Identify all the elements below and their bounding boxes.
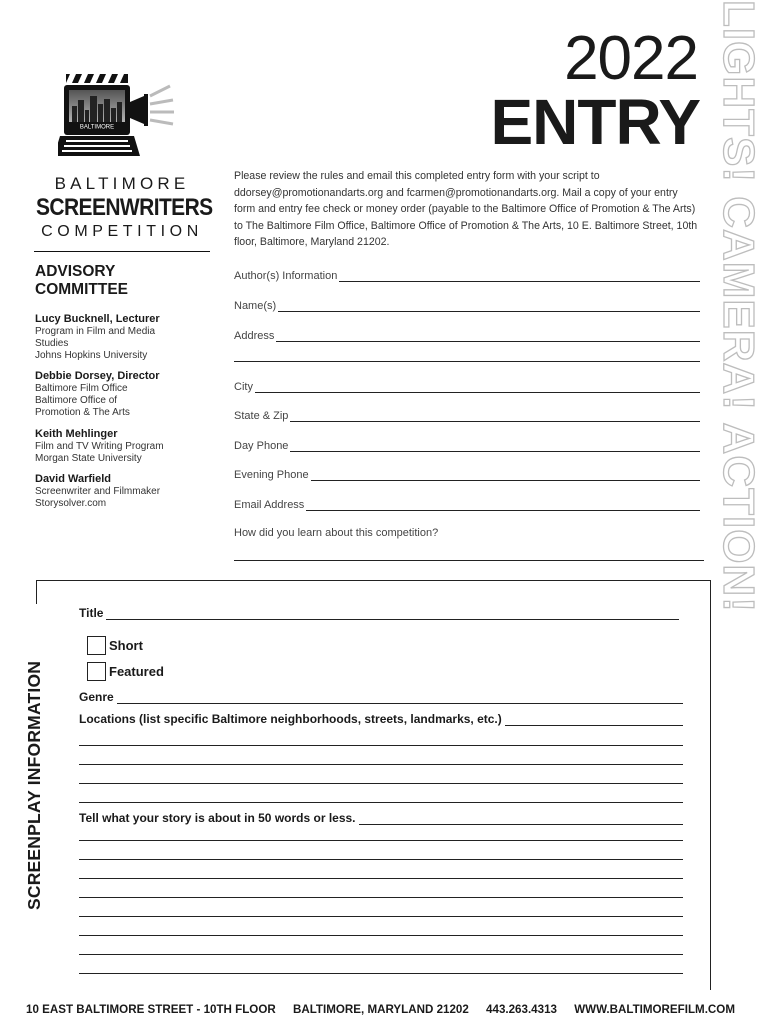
email-field[interactable]: Email Address <box>234 495 700 511</box>
title-field[interactable]: Title <box>79 604 679 620</box>
evening-phone-field[interactable]: Evening Phone <box>234 465 700 481</box>
featured-label: Featured <box>109 664 164 679</box>
story-field[interactable]: Tell what your story is about in 50 words or less. <box>79 809 683 825</box>
short-label: Short <box>109 638 143 653</box>
logo-baltimore: BALTIMORE <box>54 174 190 193</box>
story-line[interactable] <box>79 840 683 841</box>
story-line[interactable] <box>79 859 683 860</box>
featured-checkbox[interactable] <box>87 662 106 681</box>
story-line[interactable] <box>79 916 683 917</box>
day-phone-field[interactable]: Day Phone <box>234 436 700 452</box>
screenplay-frame-left <box>36 580 37 604</box>
committee-member: David Warfield Screenwriter and Filmmaker Storysolver.com <box>35 473 161 510</box>
committee-heading: ADVISORY COMMITTEE <box>35 263 128 298</box>
logo-screen-text: BALTIMORE <box>79 124 115 131</box>
committee-member: Debbie Dorsey, Director Baltimore Film Office Baltimore Office of Promotion & The Arts <box>35 370 160 418</box>
screenplay-section-title: SCREENPLAY INFORMATION <box>24 660 44 910</box>
story-line[interactable] <box>79 897 683 898</box>
competition-logo <box>36 72 213 241</box>
locations-line[interactable] <box>79 802 683 803</box>
screenplay-frame-top <box>36 580 711 581</box>
committee-member: Keith Mehlinger Film and TV Writing Program Morgan State University <box>35 427 164 464</box>
logo-screenwriters: SCREENWRITERS <box>36 194 213 221</box>
locations-line[interactable] <box>79 783 683 784</box>
committee-member: Lucy Bucknell, Lecturer Program in Film and Media Studies Johns Hopkins University <box>35 313 160 361</box>
story-line[interactable] <box>79 973 683 974</box>
advisory-committee <box>35 263 210 519</box>
logo-competition: COMPETITION <box>41 223 203 240</box>
how-learn-label: How did you learn about this competition? <box>234 527 439 539</box>
genre-field[interactable]: Genre <box>79 688 683 704</box>
locations-field[interactable]: Locations (list specific Baltimore neighborhoods, streets, landmarks, etc.) <box>79 710 683 726</box>
locations-line[interactable] <box>79 764 683 765</box>
film-camera-laptop-icon <box>58 72 188 164</box>
story-line[interactable] <box>79 935 683 936</box>
featured-option[interactable] <box>87 662 164 681</box>
screenplay-frame-right <box>710 580 711 990</box>
footer-city: BALTIMORE, MARYLAND 21202 <box>292 1003 469 1016</box>
locations-line[interactable] <box>79 745 683 746</box>
footer <box>26 1003 749 1016</box>
state-zip-field[interactable]: State & Zip <box>234 406 700 422</box>
city-field[interactable]: City <box>234 377 700 393</box>
short-checkbox[interactable] <box>87 636 106 655</box>
footer-website[interactable]: WWW.BALTIMOREFILM.COM <box>574 1003 735 1016</box>
names-field[interactable]: Name(s) <box>234 296 700 312</box>
entry-year: 2022 <box>564 24 698 93</box>
logo-divider <box>34 251 210 252</box>
footer-phone: 443.263.4313 <box>486 1003 557 1016</box>
entry-title: ENTRY <box>490 86 700 158</box>
footer-street: 10 EAST BALTIMORE STREET - 10TH FLOOR <box>26 1003 276 1016</box>
instructions: Please review the rules and email this completed entry form with your script to ddorsey@promotionandarts.org and fcarmen@promotionandarts.org. Mail a copy of your entry form and entry fee check or money order (payable to the Baltimore Office of Promotion & The Arts) to The Baltimore Film Office, Baltimore Office of Promotion & The Arts, 10 E. Baltimore Street, 10th floor, Baltimore, Maryland 21202. <box>234 170 698 249</box>
authors-info-field[interactable]: Author(s) Information <box>234 266 700 282</box>
story-line[interactable] <box>79 878 683 879</box>
how-learn-line[interactable] <box>234 560 704 561</box>
address-field[interactable]: Address <box>234 326 700 342</box>
tagline: LIGHTS! CAMERA! ACTION! <box>714 0 763 613</box>
story-line[interactable] <box>79 954 683 955</box>
short-option[interactable] <box>87 636 143 655</box>
address-line-2[interactable] <box>234 361 700 362</box>
